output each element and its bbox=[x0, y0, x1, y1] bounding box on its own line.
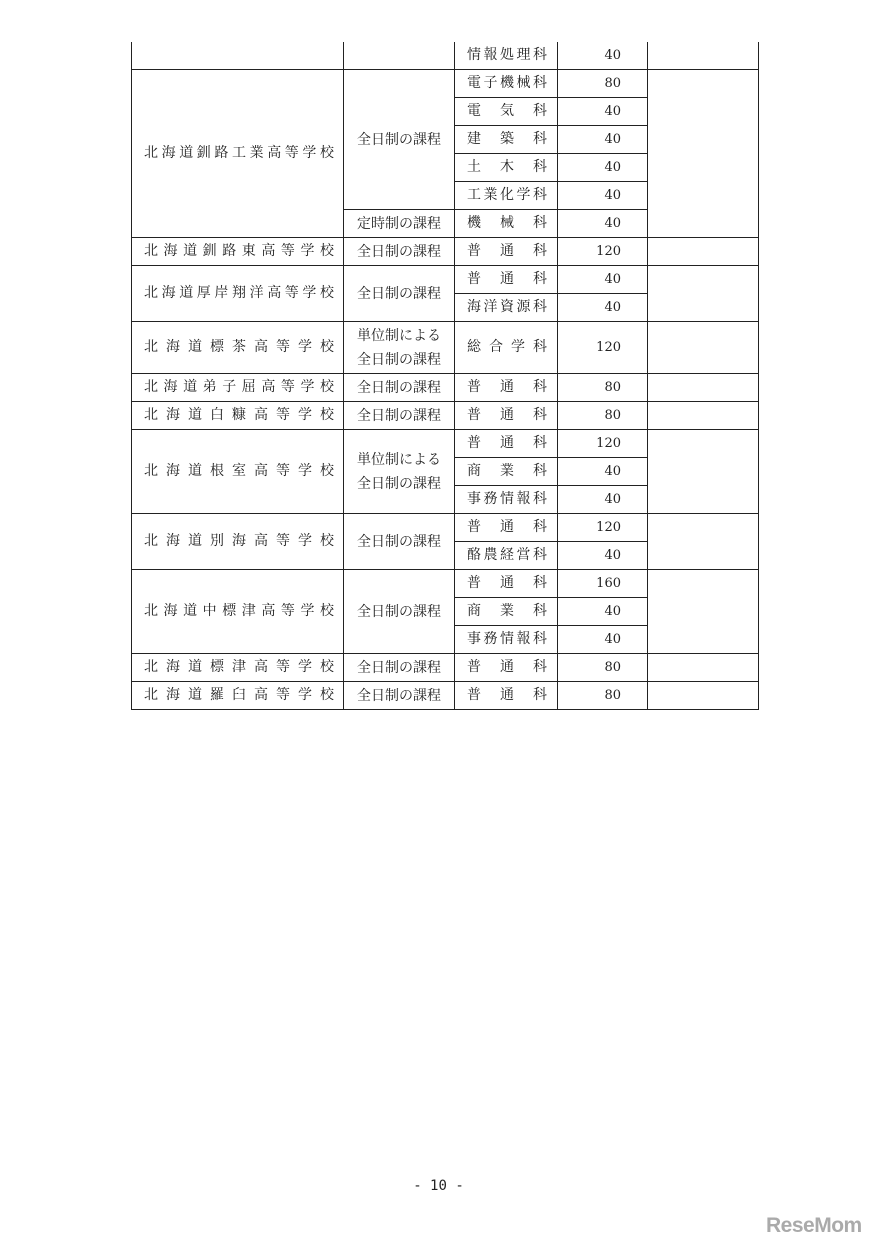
capacity-cell: 80 bbox=[558, 654, 648, 682]
capacity-cell: 40 bbox=[558, 42, 648, 70]
department-cell: 普 通 科 bbox=[455, 570, 558, 598]
course-cell bbox=[344, 682, 455, 710]
capacity-cell: 40 bbox=[558, 210, 648, 238]
capacity-cell: 40 bbox=[558, 626, 648, 654]
department-cell: 工業化学科 bbox=[455, 182, 558, 210]
capacity-cell: 120 bbox=[558, 322, 648, 374]
capacity-cell: 40 bbox=[558, 486, 648, 514]
course-line: 全日制の課程 bbox=[357, 407, 441, 424]
department-cell: 普 通 科 bbox=[455, 266, 558, 294]
course-cell bbox=[344, 570, 455, 654]
department-cell: 電 気 科 bbox=[455, 98, 558, 126]
capacity-cell: 40 bbox=[558, 126, 648, 154]
department-cell: 商 業 科 bbox=[455, 458, 558, 486]
department-cell: 情報処理科 bbox=[455, 42, 558, 70]
table-row bbox=[132, 374, 759, 402]
department-cell: 土 木 科 bbox=[455, 154, 558, 182]
course-cell bbox=[344, 70, 455, 210]
course-line: 全日制の課程 bbox=[357, 379, 441, 396]
capacity-cell: 40 bbox=[558, 266, 648, 294]
course-line: 全日制の課程 bbox=[357, 351, 441, 368]
table-row bbox=[132, 238, 759, 266]
note-cell bbox=[648, 266, 759, 322]
course-cell bbox=[344, 430, 455, 514]
capacity-cell: 80 bbox=[558, 374, 648, 402]
table-row bbox=[132, 430, 759, 458]
capacity-cell: 80 bbox=[558, 70, 648, 98]
table-row bbox=[132, 654, 759, 682]
school-name-cell: 北海道標津高等学校 bbox=[132, 654, 344, 682]
school-name-cell: 北海道羅臼高等学校 bbox=[132, 682, 344, 710]
course-line: 全日制の課程 bbox=[357, 285, 441, 302]
school-name-cell: 北海道根室高等学校 bbox=[132, 430, 344, 514]
resemom-logo: ReseMom bbox=[766, 1214, 862, 1237]
department-cell: 海洋資源科 bbox=[455, 294, 558, 322]
course-line: 全日制の課程 bbox=[357, 687, 441, 704]
note-cell bbox=[648, 374, 759, 402]
school-name-cell: 北海道釧路工業高等学校 bbox=[132, 70, 344, 238]
note-cell bbox=[648, 402, 759, 430]
course-line: 全日制の課程 bbox=[357, 243, 441, 260]
course-cell bbox=[344, 42, 455, 70]
course-cell bbox=[344, 210, 455, 238]
school-name-cell: 北海道中標津高等学校 bbox=[132, 570, 344, 654]
capacity-cell: 40 bbox=[558, 458, 648, 486]
table-row bbox=[132, 70, 759, 98]
note-cell bbox=[648, 322, 759, 374]
capacity-cell: 120 bbox=[558, 514, 648, 542]
department-cell: 普 通 科 bbox=[455, 430, 558, 458]
department-cell: 事務情報科 bbox=[455, 486, 558, 514]
course-cell bbox=[344, 374, 455, 402]
course-cell bbox=[344, 322, 455, 374]
table-row bbox=[132, 682, 759, 710]
course-line: 全日制の課程 bbox=[357, 475, 441, 492]
capacity-cell: 120 bbox=[558, 430, 648, 458]
capacity-cell: 80 bbox=[558, 402, 648, 430]
table-row bbox=[132, 514, 759, 542]
school-cell bbox=[132, 42, 344, 70]
capacity-cell: 120 bbox=[558, 238, 648, 266]
table-row bbox=[132, 42, 759, 70]
department-cell: 建 築 科 bbox=[455, 126, 558, 154]
course-cell bbox=[344, 238, 455, 266]
school-name-cell: 北海道別海高等学校 bbox=[132, 514, 344, 570]
note-cell bbox=[648, 654, 759, 682]
note-cell bbox=[648, 42, 759, 70]
department-cell: 普 通 科 bbox=[455, 514, 558, 542]
note-cell bbox=[648, 70, 759, 238]
course-line: 全日制の課程 bbox=[357, 131, 441, 148]
course-cell bbox=[344, 266, 455, 322]
table-body bbox=[132, 42, 759, 710]
table-row bbox=[132, 570, 759, 598]
course-line: 全日制の課程 bbox=[357, 603, 441, 620]
capacity-cell: 40 bbox=[558, 154, 648, 182]
capacity-cell: 160 bbox=[558, 570, 648, 598]
school-name-cell: 北海道標茶高等学校 bbox=[132, 322, 344, 374]
department-cell: 普 通 科 bbox=[455, 654, 558, 682]
capacity-cell: 40 bbox=[558, 542, 648, 570]
department-cell: 普 通 科 bbox=[455, 682, 558, 710]
table-row bbox=[132, 266, 759, 294]
table-row bbox=[132, 402, 759, 430]
school-name-cell: 北海道釧路東高等学校 bbox=[132, 238, 344, 266]
capacity-cell: 40 bbox=[558, 182, 648, 210]
course-line: 定時制の課程 bbox=[357, 215, 441, 232]
note-cell bbox=[648, 238, 759, 266]
department-cell: 普 通 科 bbox=[455, 374, 558, 402]
course-line: 全日制の課程 bbox=[357, 659, 441, 676]
department-cell: 総 合 学 科 bbox=[455, 322, 558, 374]
note-cell bbox=[648, 430, 759, 514]
department-cell: 酪農経営科 bbox=[455, 542, 558, 570]
capacity-cell: 80 bbox=[558, 682, 648, 710]
department-cell: 事務情報科 bbox=[455, 626, 558, 654]
capacity-cell: 40 bbox=[558, 98, 648, 126]
course-line: 単位制による bbox=[357, 327, 441, 344]
department-cell: 電子機械科 bbox=[455, 70, 558, 98]
course-cell bbox=[344, 654, 455, 682]
department-cell: 機 械 科 bbox=[455, 210, 558, 238]
department-cell: 普 通 科 bbox=[455, 238, 558, 266]
capacity-cell: 40 bbox=[558, 598, 648, 626]
table-row bbox=[132, 322, 759, 374]
course-cell bbox=[344, 514, 455, 570]
department-cell: 普 通 科 bbox=[455, 402, 558, 430]
school-capacity-table bbox=[131, 42, 759, 710]
course-line: 単位制による bbox=[357, 451, 441, 468]
note-cell bbox=[648, 570, 759, 654]
course-line: 全日制の課程 bbox=[357, 533, 441, 550]
department-cell: 商 業 科 bbox=[455, 598, 558, 626]
capacity-cell: 40 bbox=[558, 294, 648, 322]
note-cell bbox=[648, 682, 759, 710]
school-name-cell: 北海道厚岸翔洋高等学校 bbox=[132, 266, 344, 322]
course-cell bbox=[344, 402, 455, 430]
note-cell bbox=[648, 514, 759, 570]
school-name-cell: 北海道弟子屈高等学校 bbox=[132, 374, 344, 402]
school-name-cell: 北海道白糠高等学校 bbox=[132, 402, 344, 430]
page-number: - 10 - bbox=[413, 1178, 464, 1194]
